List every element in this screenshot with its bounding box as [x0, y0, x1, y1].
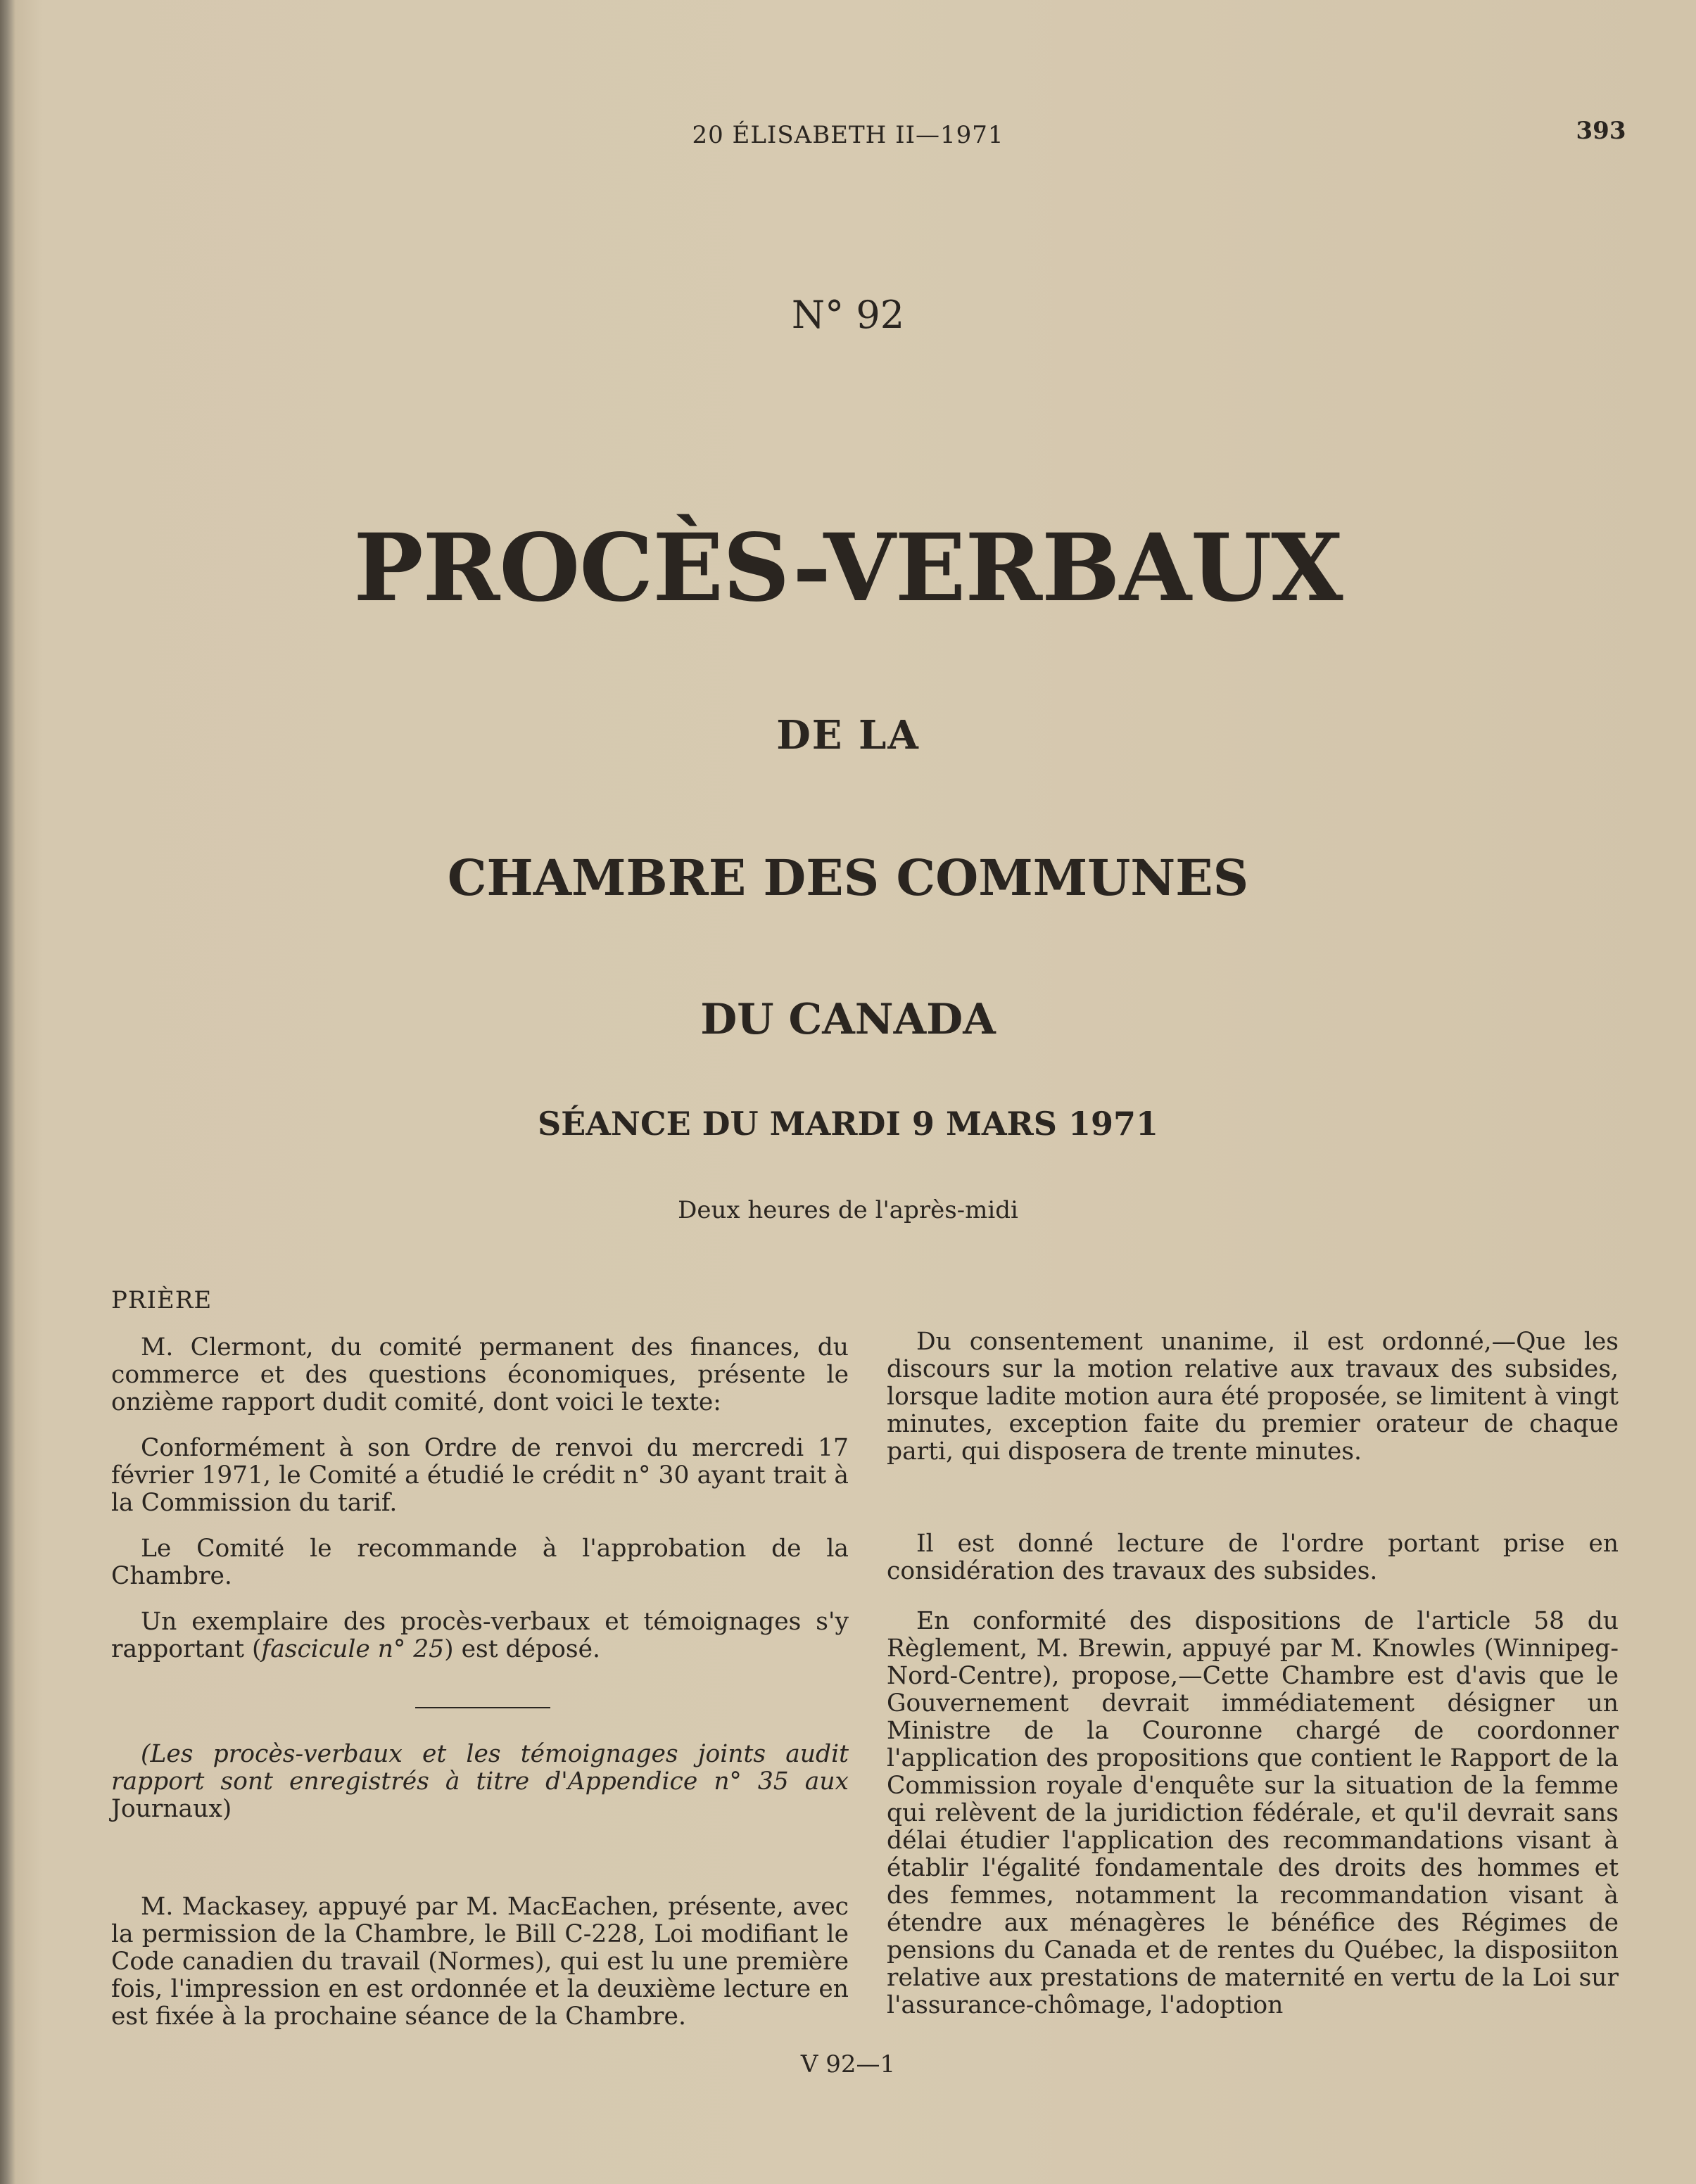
paragraph-recommande: Le Comité le recommande à l'approbation de la Chambre.: [111, 1535, 849, 1590]
page-number: 393: [1576, 117, 1626, 145]
title-canada: DU CANADA: [700, 995, 996, 1044]
title-de-la: DE LA: [776, 712, 920, 758]
paragraph-appendice: [111, 1741, 849, 1823]
running-head: 20 ÉLISABETH II—1971: [692, 121, 1004, 149]
paragraph-ordre-renvoi: Conformément à son Ordre de renvoi du mercredi 17 février 1971, le Comité a étudié le crédit n° 30 ayant trait à la Commission du tarif.: [111, 1434, 849, 1517]
exemplaire-text-a: Un exemplaire des procès-verbaux et témoignages s'y rapportant (: [111, 1608, 849, 1663]
left-column: [111, 1334, 849, 2031]
paragraph-exemplaire: [111, 1608, 849, 1663]
main-title: PROCÈS-VERBAUX: [353, 514, 1343, 623]
paragraph-brewin-motion: En conformité des dispositions de l'article 58 du Règlement, M. Brewin, appuyé par M. Knowles (Winnipeg-Nord-Centre), propose,—Cette Chambre est d'avis que le Gouvernement devrait immédiatement désigner un Ministre de la Couronne chargé de coordonner l'application des propositions que contient le Rapport de la Commission royale d'enquête sur la situation de la femme qui relèvent de la juridiction fédérale, et qu'il devrait sans délai étudier l'application des recommandations visant à établir l'égalité fondamentale des droits des hommes et des femmes, notamment la recommandation visant à étendre aux ménagères le bénéfice des Régimes de pensions du Canada et de rentes du Québec, la disposiiton relative aux prestations de maternité en vertu de la Loi sur l'assurance-chômage, l'adoption: [887, 1607, 1619, 2019]
sitting-time: Deux heures de l'après-midi: [678, 1196, 1018, 1224]
exemplaire-fascicule: fascicule n° 25: [261, 1635, 445, 1663]
issue-number: N° 92: [791, 293, 905, 337]
paragraph-mackasey: M. Mackasey, appuyé par M. MacEachen, présente, avec la permission de la Chambre, le Bill C-228, Loi modifiant le Code canadien du travail (Normes), qui est lu une première fois, l'impression en est ordonnée et la deuxième lecture en est fixée à la prochaine séance de la Chambre.: [111, 1893, 849, 2031]
divider-rule: [415, 1707, 550, 1708]
sitting-date: SÉANCE DU MARDI 9 MARS 1971: [537, 1105, 1159, 1143]
section-heading-priere: PRIÈRE: [111, 1286, 213, 1314]
paragraph-lecture-ordre: Il est donné lecture de l'ordre portant prise en considération des travaux des subsides.: [887, 1530, 1619, 1585]
footer-signature: V 92—1: [800, 2050, 896, 2078]
title-chambre: CHAMBRE DES COMMUNES: [447, 849, 1249, 907]
exemplaire-text-b: ) est déposé.: [444, 1635, 600, 1663]
appendice-italic: (Les procès-verbaux et les témoignages joints audit rapport sont enregistrés à titre d'Appendice n° 35 aux: [111, 1740, 849, 1796]
appendice-end: Journaux): [111, 1795, 232, 1823]
paragraph-consentement: Du consentement unanime, il est ordonné,—Que les discours sur la motion relative aux travaux des subsides, lorsque ladite motion aura été proposée, se limitent à vingt minutes, exception faite du premier orateur de chaque parti, qui disposera de trente minutes.: [887, 1328, 1619, 1466]
paragraph-clermont: M. Clermont, du comité permanent des finances, du commerce et des questions économiques, présente le onzième rapport dudit comité, dont voici le texte:: [111, 1333, 849, 1416]
right-column: [887, 1328, 1619, 2019]
